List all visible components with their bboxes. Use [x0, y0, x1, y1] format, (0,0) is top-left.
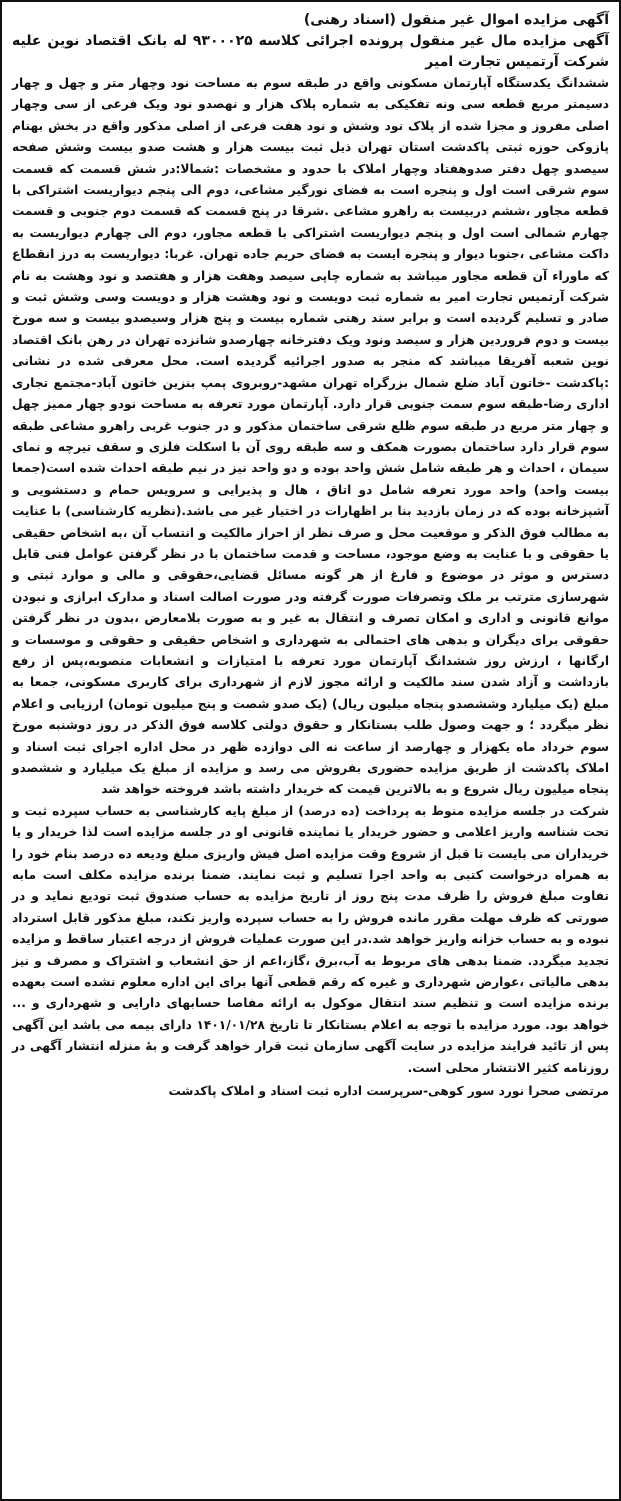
notice-signature: مرتضی صحرا نورد سور کوهی-سرپرست اداره ثبت اسناد و املاک پاکدشت	[168, 1084, 609, 1099]
notice-title: آگهی مزایده اموال غیر منقول (اسناد رهنی)	[303, 12, 609, 28]
notice-paragraph-property: ششدانگ یکدستگاه آپارتمان مسکونی واقع در طبقه سوم به مساحت نود وچهار متر و چهل و چهار دسیمتر مربع قطعه سی ونه تفکیکی به شماره پلاک هزار و نهصدو نود ویک فرعی از سی وچهار اصلی مفروز و مجزا شده از پلاک نود وشش و نود هفت فرعی از اصلی مذکور واقع در بخش بهنام پازوکی حوزه ثبتی پاکدشت استان تهران ذیل ثبت بیست هزار و هشت صدو بیست وشش صفحه سیصدو چهل دفتر صدوهفتاد وچهار املاک با حدود و مشخصات :شمالا:در شش قسمت که قسمت سوم شرقی است اول و پنجره است به فضای نورگیر مشاعی، دوم الی پنجم دیواریست اشتراکی با قطعه مجاور ،ششم دربیست به راهرو مشاعی .شرقا در پنج قسمت که قسمت دوم جنوبی و قسمت چهارم شمالی است اول و پنجم دیواریست اشتراکی با قطعه مجاور، دوم الی چهارم دیواریست به داکت مشاعی ،جنوبا دیوار و پنجره ایست به فضای حریم جاده تهران. غربا: دیواریست به درز انقطاع که ماوراء آن قطعه مجاور میباشد به شماره چاپی سیصد وهفت هزار و هفتصد و نود وهشت به نام شرکت آرتمیس تجارت امیر به شماره ثبت دویست و نود وهشت هزار و دویست وسی وشش ثبت و صادر و تسلیم گردیده است و برابر سند رهنی شماره بیست و پنج هزار وسیصدو بیست و سه مورخ بیست و دوم فروردین هزار و سیصد ونود ویک دفترخانه چهارصدو شانزده تهران در رهن بانک اقتصاد نوین شعبه آفریقا میباشد که منجر به صدور اجرائیه گردیده است. محل معرفی شده در نشانی :پاکدشت -خاتون آباد ضلع شمال بزرگراه تهران مشهد-روبروی پمپ بنزین خاتون آباد-مجتمع تجاری اداری رضا-طبقه سوم سمت جنوبی قرار دارد. آپارتمان مورد تعرفه به مساحت نودو چهار ممیز چهل و چهار متر مربع در طبقه سوم ظلع شرقی ساختمان مذکور و در جنوب غربی راهرو مشاعی طبقه سوم قرار دارد ساختمان بصورت همکف و سه طبقه روی آن با اسکلت فلزی و سقف تیرچه و نمای سیمان ، احداث و هر طبقه شامل شش واحد بوده و دو واحد نیز در نیم طبقه احداث شده است(جمعا بیست واحد) واحد مورد تعرفه شامل دو اتاق ، هال و پذیرایی و سرویس حمام و دستشویی و آشپزخانه بوده که در زمان بازدید بنا بر اظهارات در اختیار غیر می باشد.(نظریه کارشناسی) با عنایت به مطالب فوق الذکر و موقعیت محل و صرف نظر از احراز مالکیت و انتساب آن ،به اشخاص حقیقی یا حقوقی و با عنایت به وضع موجود، مساحت و قدمت ساختمان با در نظر گرفتن عوامل فنی قابل دسترس و موثر در موضوع و فارغ از هر گونه مسائل قضایی،حقوقی و مالی و موارد ثبتی و شهرسازی مترتب بر ملک وتصرفات صورت گرفته ودر صورت اصالت اسناد و مدارک ابرازی و نبودن موانع قانونی و اداری و امکان تصرف و انتقال به غیر و به صورت بلامعارض ،بدون در نظر گرفتن حقوقی برای دیگران و بدهی های احتمالی به شهرداری و اشخاص حقیقی و حقوقی و موسسات و ارگانها ، ارزش روز ششدانگ آپارتمان مورد تعرفه با امتیازات و انشعابات منصوبه،پس از رفع بازداشت و آزاد شدن سند مالکیت و ارائه مجوز لازم از شهرداری برای کاربری مسکونی، جمعا به مبلغ (یک میلیارد وششصدو پنجاه میلیون ریال) (یک صدو شصت و پنج میلیون تومان) ارزیابی و اعلام نظر میگردد ؛ و جهت وصول طلب بستانکار و حقوق دولتی کلاسه فوق الذکر در روز دوشنبه مورخ سوم خرداد ماه یکهزار و چهارصد از ساعت نه الی دوازده ظهر در محل اداره اجرای ثبت اسناد و املاک پاکدشت از طریق مزایده حضوری بفروش می رسد و مزایده از مبلغ یک میلیارد و ششصدو پنجاه میلیون ریال شروع و به بالاترین قیمت که خریدار داشته باشد فروخته خواهد شد	[12, 76, 609, 797]
notice-paragraph-conditions: شرکت در جلسه مزایده منوط به پرداخت (ده درصد) از مبلغ پایه کارشناسی به حساب سپرده ثبت و تحت شناسه واریز اعلامی و حضور خریدار یا نماینده قانونی او در جلسه مزایده است لذا خریدار و یا خریداران می بایست تا قبل از شروع وقت مزایده اصل فیش واریزی مبلغ ودیعه ده درصد بنام خود را به همراه درخواست کتبی به واحد اجرا تسلیم و ثبت نمایند. ضمنا برنده مزایده مکلف است مابه تفاوت مبلغ فروش را ظرف مدت پنج روز از تاریخ مزایده به حساب صندوق ثبت تودیع نماید و در صورتی که ظرف مهلت مقرر مانده فروش را به حساب سپرده واریز نکند، مبلغ مذکور قابل استرداد نبوده و به حساب خزانه واریز خواهد شد.در این صورت عملیات فروش از درجه اعتبار ساقط و مزایده تجدید میگردد. ضمنا بدهی های مربوط به آب،برق ،گاز،اعم از حق انشعاب و اشتراک و مصرف و نیز بدهی مالیاتی ،عوارض شهرداری و غیره که رقم قطعی آنها برای این اداره معلوم نشده است بعهده برنده مزایده است و تنظیم سند انتقال موکول به ارائه مفاصا حسابهای دارایی و شهرداری و ... خواهد بود. مورد مزایده با توجه به اعلام بستانکار تا تاریخ ۱۴۰۱/۰۱/۲۸ دارای بیمه می باشد این آگهی پس از تائید فرایند مزایده در سایت آگهی سازمان ثبت قرار خواهد گرفت و بهٔ منزله انتشار آگهی در روزنامه کثیر الانتشار محلی است.	[12, 803, 609, 1075]
notice-subtitle: آگهی مزایده مال غیر منقول پرونده اجرائی کلاسه ۹۳۰۰۰۲۵ له بانک اقتصاد نوین علیه شرکت آرتمیس تجارت امیر	[12, 33, 609, 70]
